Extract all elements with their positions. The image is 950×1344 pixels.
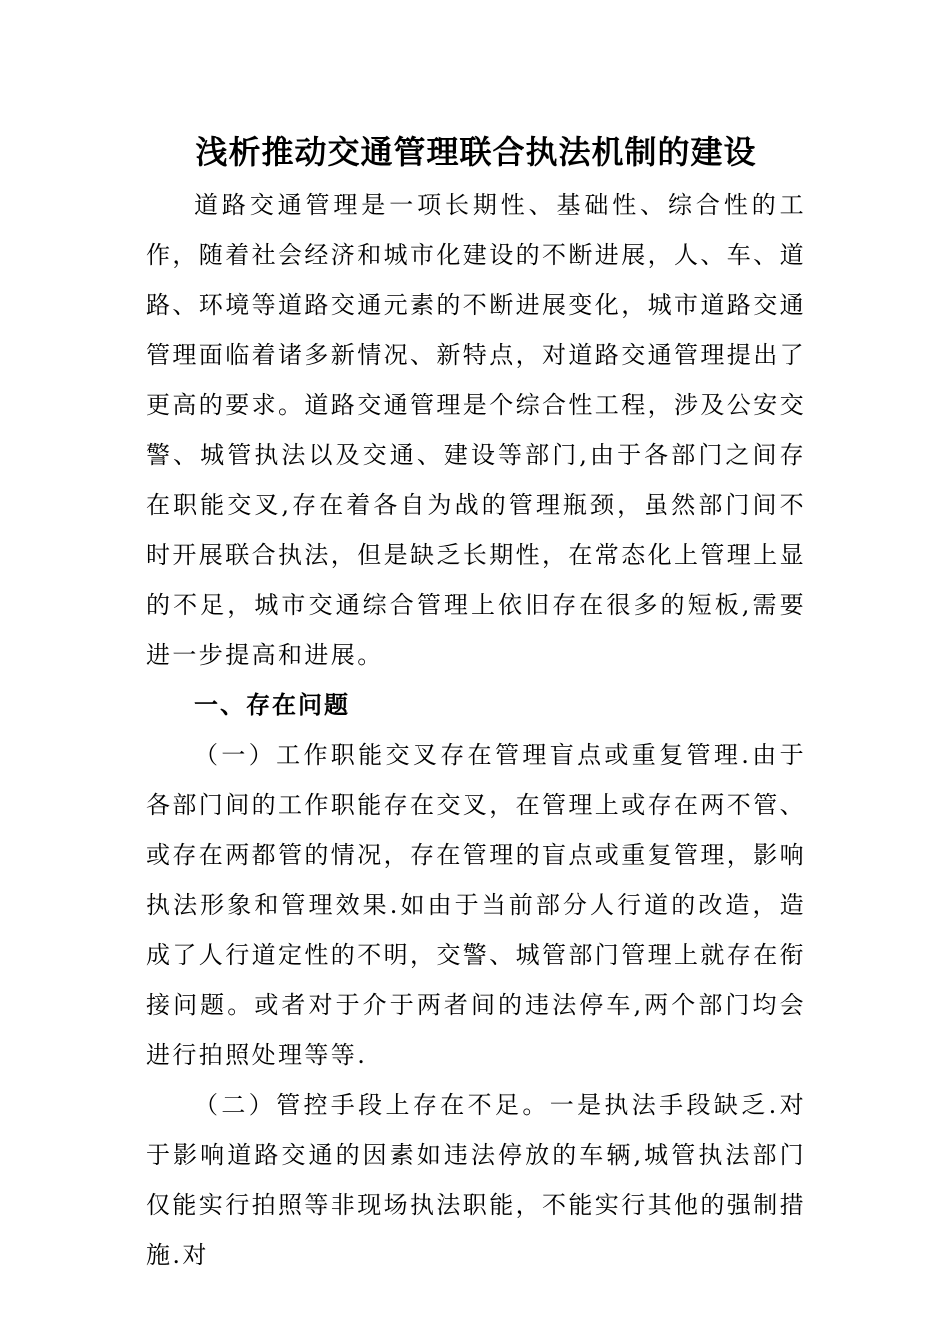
section-heading: 一、存在问题 (194, 690, 350, 719)
item-2-paragraph: （二）管控手段上存在不足。一是执法手段缺乏.对于影响道路交通的因素如违法停放的车辆,城管执法部门仅能实行拍照等非现场执法职能，不能实行其他的强制措施.对 (146, 1091, 806, 1269)
item-1-paragraph: （一）工作职能交叉存在管理盲点或重复管理.由于各部门间的工作职能存在交叉，在管理上或存在两不管、或存在两都管的情况，存在管理的盲点或重复管理，影响执法形象和管理效果.如由于当前部分人行道的改造，造成了人行道定性的不明，交警、城管部门管理上就存在衔接问题。或者对于介于两者间的违法停车,两个部门均会进行拍照处理等等. (146, 741, 806, 1069)
document-page (146, 130, 806, 1280)
intro-paragraph: 道路交通管理是一项长期性、基础性、综合性的工作，随着社会经济和城市化建设的不断进展，人、车、道路、环境等道路交通元素的不断进展变化，城市道路交通管理面临着诸多新情况、新特点，对道路交通管理提出了更高的要求。道路交通管理是个综合性工程，涉及公安交警、城管执法以及交通、建设等部门,由于各部门之间存在职能交叉,存在着各自为战的管理瓶颈，虽然部门间不时开展联合执法，但是缺乏长期性，在常态化上管理上显的不足，城市交通综合管理上依旧存在很多的短板,需要进一步提高和进展。 (146, 191, 806, 669)
document-title: 浅析推动交通管理联合执法机制的建设 (195, 133, 757, 171)
